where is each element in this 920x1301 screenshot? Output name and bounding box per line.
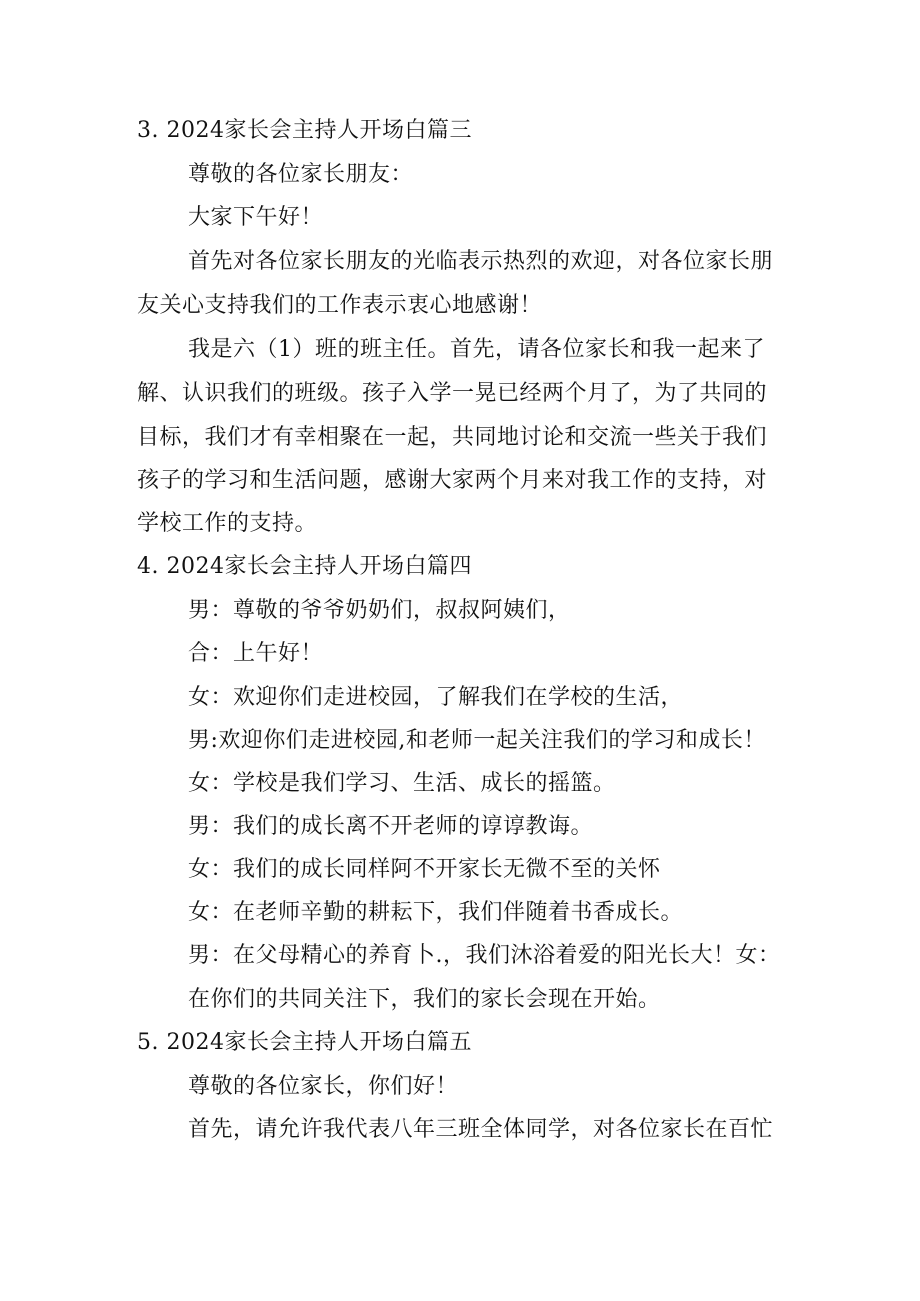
section-4-line-6: 男：我们的成长离不开老师的谆谆教诲。 — [188, 814, 594, 839]
section-4-line-10: 在你们的共同关注下，我们的家长会现在开始。 — [188, 987, 661, 1012]
section-3-paragraph-1-line-2: 友关心支持我们的工作表示衷心地感谢！ — [137, 293, 543, 318]
section-3-greeting: 尊敬的各位家长朋友： — [188, 162, 414, 187]
section-3-paragraph-2-line-4: 孩子的学习和生活问题，感谢大家两个月来对我工作的支持，对 — [137, 468, 768, 493]
section-4-line-8: 女：在老师辛勤的耕耘下，我们伴随着书香成长。 — [188, 900, 684, 925]
section-4-line-1: 男：尊敬的爷爷奶奶们，叔叔阿姨们， — [188, 598, 571, 623]
section-3-paragraph-1-line-1: 首先对各位家长朋友的光临表示热烈的欢迎，对各位家长朋 — [188, 249, 774, 274]
section-4-line-7: 女：我们的成长同样阿不开家长无微不至的关怀 — [188, 857, 661, 882]
section-3-paragraph-2-line-3: 目标，我们才有幸相聚在一起，共同地讨论和交流一些关于我们 — [137, 425, 768, 450]
section-4-line-2: 合：上午好！ — [188, 641, 324, 666]
section-4-line-4: 男:欢迎你们走进校园,和老师一起关注我们的学习和成长！ — [188, 728, 766, 753]
section-5-greeting: 尊敬的各位家长，你们好！ — [188, 1074, 459, 1099]
section-4-line-9: 男：在父母精心的养育卜.，我们沐浴着爱的阳光长大！女： — [188, 943, 781, 968]
section-3-heading: 3. 2024家长会主持人开场白篇三 — [137, 118, 472, 143]
section-4-line-3: 女：欢迎你们走进校园，了解我们在学校的生活， — [188, 685, 684, 710]
section-5-paragraph-1-line-1: 首先，请允许我代表八年三班全体同学，对各位家长在百忙 — [188, 1117, 774, 1142]
section-3-hello: 大家下午好！ — [188, 205, 324, 230]
section-3-paragraph-2-line-5: 学校工作的支持。 — [137, 511, 318, 536]
section-4-line-5: 女：学校是我们学习、生活、成长的摇篮。 — [188, 771, 616, 796]
section-3-paragraph-2-line-2: 解、认识我们的班级。孩子入学一晃已经两个月了，为了共同的 — [137, 381, 768, 406]
section-4-heading: 4. 2024家长会主持人开场白篇四 — [137, 554, 472, 579]
section-3-paragraph-2-line-1: 我是六（1）班的班主任。首先，请各位家长和我一起来了 — [188, 337, 765, 362]
section-5-heading: 5. 2024家长会主持人开场白篇五 — [137, 1030, 472, 1055]
